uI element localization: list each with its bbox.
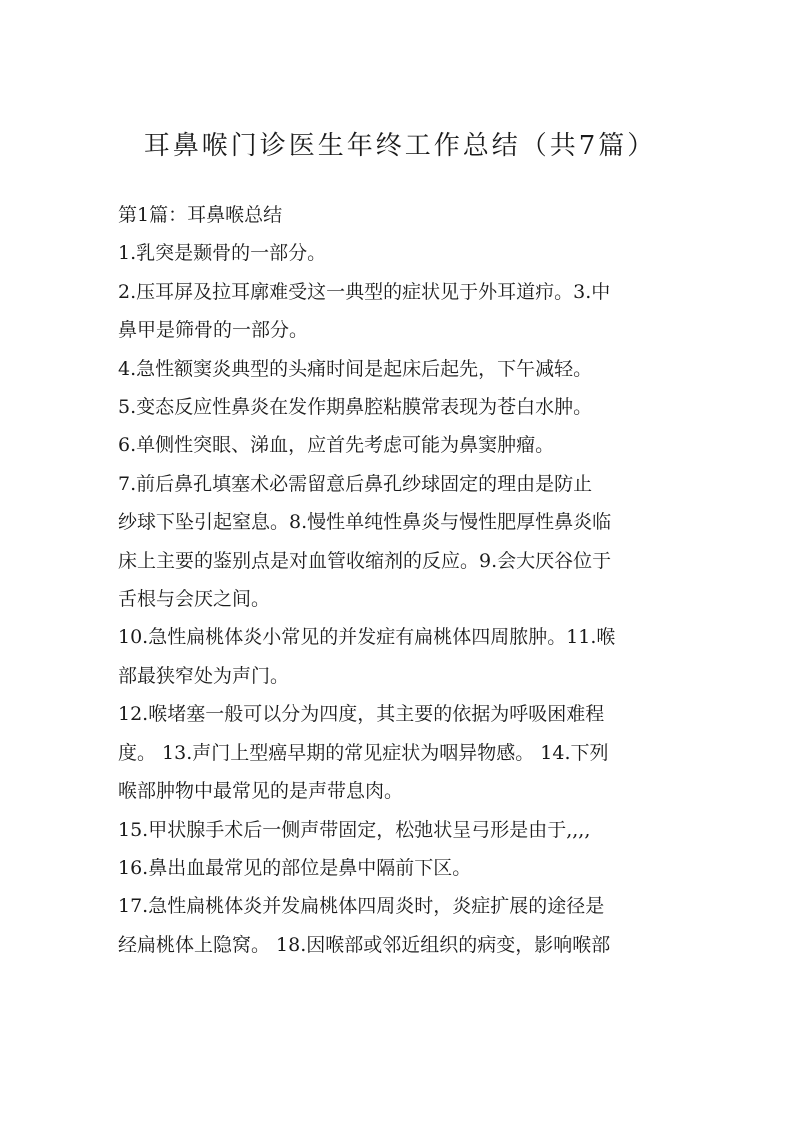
- section-heading: 第1篇：耳鼻喉总结: [118, 204, 283, 226]
- text-line: 部最狭窄处为声门。: [118, 664, 290, 687]
- text-line: 鼻甲是筛骨的一部分。: [118, 319, 309, 342]
- text-line: 1.乳突是颞骨的一部分。: [118, 242, 327, 265]
- document-title: 耳鼻喉门诊医生年终工作总结（共7篇）: [143, 131, 657, 161]
- text-line: 12.喉堵塞一般可以分为四度，其主要的依据为呼吸困难程: [118, 703, 605, 726]
- text-line: 4.急性额窦炎典型的头痛时间是起床后起先，下午减轻。: [118, 357, 593, 380]
- text-line: 舌根与会厌之间。: [118, 588, 271, 611]
- text-line: 经扁桃体上隐窝。 18.因喉部或邻近组织的病变，影响喉部: [118, 933, 611, 956]
- text-line: 喉部肿物中最常见的是声带息肉。: [118, 780, 404, 803]
- text-line: 16.鼻出血最常见的部位是鼻中隔前下区。: [118, 856, 472, 879]
- text-line: 15.甲状腺手术后一侧声带固定，松弛状呈弓形是由于,,,,: [118, 818, 591, 841]
- text-line: 纱球下坠引起窒息。8.慢性单纯性鼻炎与慢性肥厚性鼻炎临: [118, 511, 612, 534]
- text-line: 6.单侧性突眼、涕血，应首先考虑可能为鼻窦肿瘤。: [118, 434, 555, 457]
- text-line: 2.压耳屏及拉耳廓难受这一典型的症状见于外耳道疖。3.中: [118, 280, 611, 303]
- text-line: 10.急性扁桃体炎小常见的并发症有扁桃体四周脓肿。11.喉: [118, 626, 616, 649]
- text-line: 5.变态反应性鼻炎在发作期鼻腔粘膜常表现为苍白水肿。: [118, 396, 593, 419]
- document-body: [118, 196, 688, 964]
- text-line: 17.急性扁桃体炎并发扁桃体四周炎时，炎症扩展的途径是: [118, 895, 605, 918]
- text-line: 7.前后鼻孔填塞术必需留意后鼻孔纱球固定的理由是防止: [118, 472, 593, 495]
- text-line: 度。 13.声门上型癌早期的常见症状为咽异物感。 14.下列: [118, 741, 609, 764]
- text-line: 床上主要的鉴别点是对血管收缩剂的反应。9.会大厌谷位于: [118, 549, 612, 572]
